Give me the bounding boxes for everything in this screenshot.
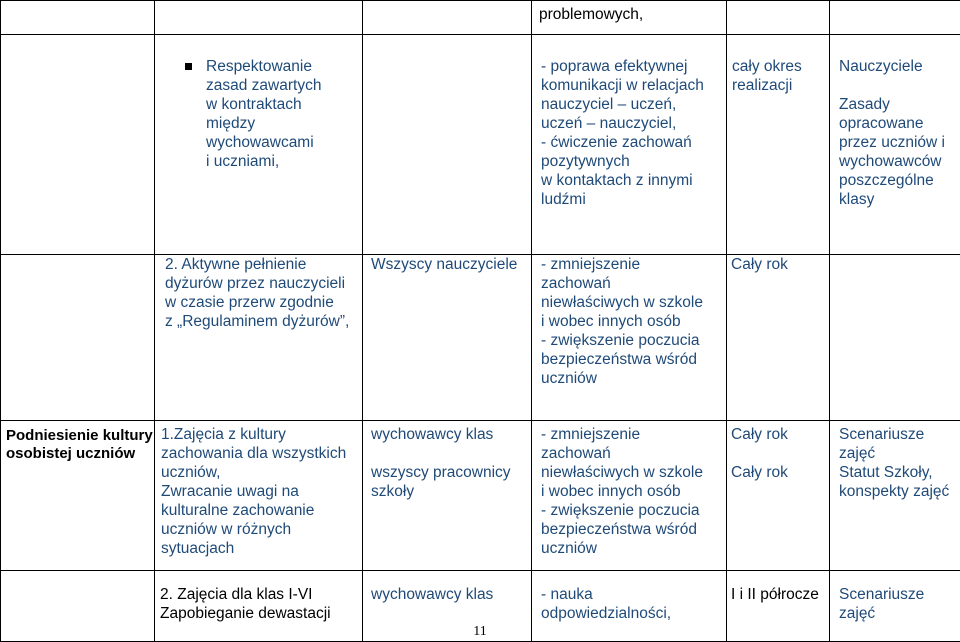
table-cell (532, 255, 727, 421)
table-cell (727, 255, 830, 421)
square-bullet-icon (185, 63, 192, 70)
cell-text: 1.Zajęcia z kultury zachowania dla wszystkich uczniów, Zwracanie uwagi na kulturalne zachowanie uczniów w różnych sytuacjach (155, 421, 362, 558)
table-cell (830, 421, 960, 571)
cell-text: Nauczyciele Zasady opracowane przez uczniów i wychowawców poszczególne klasy (830, 35, 960, 209)
table-row (1, 421, 960, 571)
table-cell (1, 35, 155, 255)
cell-text: Cały rok (727, 255, 829, 274)
bullet-item (155, 35, 362, 171)
cell-text: I i II półrocze (727, 571, 829, 604)
table-cell (532, 1, 727, 35)
cell-text: Wszyscy nauczyciele (363, 255, 531, 274)
table-cell (363, 421, 532, 571)
cell-text: - nauka odpowiedzialności, (532, 571, 726, 623)
table-cell (155, 1, 363, 35)
cell-text: Scenariusze zajęć Statut Szkoły, konspekty zajęć (830, 421, 960, 501)
table-cell (830, 255, 960, 421)
table-cell (363, 1, 532, 35)
page-number: 11 (0, 624, 960, 640)
table-row (1, 1, 960, 35)
table-cell (727, 35, 830, 255)
table-cell (155, 255, 363, 421)
table-cell (363, 255, 532, 421)
table-cell (363, 35, 532, 255)
cell-text: problemowych, (532, 1, 726, 24)
table-cell (830, 1, 960, 35)
cell-text: Scenariusze zajęć (830, 571, 960, 623)
table-row (1, 255, 960, 421)
table-cell (155, 35, 363, 255)
cell-text: wychowawcy klas (363, 571, 531, 604)
table-cell (1, 255, 155, 421)
cell-text: - poprawa efektywnej komunikacji w relacjach nauczyciel – uczeń, uczeń – nauczyciel, - ćwiczenie zachowań pozytywnych w kontaktach z innymi ludźmi (532, 35, 726, 209)
cell-text: - zmniejszenie zachowań niewłaściwych w szkole i wobec innych osób - zwiększenie poczucia bezpieczeństwa wśród uczniów (532, 255, 726, 388)
table-cell (532, 421, 727, 571)
table-cell (1, 421, 155, 571)
table-cell (727, 421, 830, 571)
cell-text: Cały rok Cały rok (727, 421, 829, 482)
section-title: Podniesienie kultury osobistej uczniów (1, 421, 154, 463)
cell-text: - zmniejszenie zachowań niewłaściwych w szkole i wobec innych osób - zwiększenie poczucia bezpieczeństwa wśród uczniów (532, 421, 726, 558)
cell-text: 2. Zajęcia dla klas I-VI Zapobieganie dewastacji (155, 571, 362, 623)
cell-text: 2. Aktywne pełnienie dyżurów przez nauczycieli w czasie przerw zgodnie z „Regulaminem dyżurów”, (155, 255, 362, 331)
table-cell (1, 1, 155, 35)
cell-text: Respektowanie zasad zawartych w kontraktach między wychowawcami i uczniami, (206, 57, 321, 171)
table-cell (532, 35, 727, 255)
table-cell (727, 1, 830, 35)
cell-text: cały okres realizacji (727, 35, 829, 95)
table-cell (830, 35, 960, 255)
cell-text: wychowawcy klas wszyscy pracownicy szkoły (363, 421, 531, 501)
table-cell (155, 421, 363, 571)
table-row (1, 35, 960, 255)
